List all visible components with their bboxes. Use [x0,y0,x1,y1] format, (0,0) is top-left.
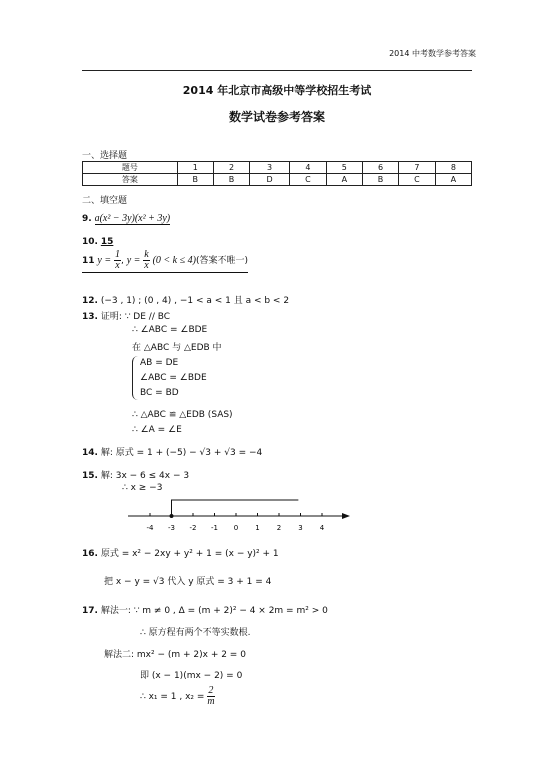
system-line: AB = DE [140,358,179,368]
condition: (0 < k ≤ 4) [152,255,196,266]
tick-label: -1 [211,524,218,532]
system-line: ∠ABC = ∠BDE [140,373,207,383]
solution-line: 解法二: mx² − (m + 2)x + 2 = 0 [104,650,246,660]
fraction-denominator: x [115,260,120,271]
solution-line: ∴ x ≥ −3 [122,483,163,493]
solution-line: 原式 = x² − 2xy + y² + 1 = (x − y)² + 1 [100,549,279,559]
solution-line: 解法一: ∵ m ≠ 0 , Δ = (m + 2)² − 4 × 2m = m² > 0 [100,606,328,616]
question-12 [82,293,289,306]
table-cell: B [177,174,213,186]
table-cell: 5 [326,162,362,174]
exam-title: 2014 年北京市高级中等学校招生考试 [182,84,372,97]
solution-line: 解: 3x − 6 ≤ 4x − 3 [100,471,190,481]
number-line [120,492,360,534]
question-number: 15. [82,471,98,481]
question-number: 12. [82,296,98,306]
function-label: y = [97,255,112,266]
fraction-numerator: 2 [208,685,214,696]
fraction-denominator: x [144,260,149,271]
roots-text: ∴ x₁ = 1 , x₂ = [140,692,205,702]
tick-label: 1 [255,524,260,532]
table-cell: D [250,174,290,186]
proof-line: ∴ ∠A = ∠E [132,425,182,435]
solution-line [140,686,215,707]
page-header: 2014 中考数学参考答案 [389,49,476,58]
solution-line: ∴ 原方程有两个不等实数根. [140,628,251,638]
tick-label: 2 [276,524,282,532]
question-number: 16. [82,549,98,559]
table-row-answers [83,174,472,186]
fraction [207,686,214,707]
answer-expression: a(x² − 3y)(x² + 3y) [94,213,171,224]
table-cell: A [435,174,471,186]
row-label: 答案 [83,174,178,186]
answer-table [82,161,472,186]
proof-line: ∴ △ABC ≌ △EDB (SAS) [132,410,233,420]
tick-label: 3 [298,524,303,532]
question-15 [82,468,189,481]
fraction-numerator: 1 [114,249,120,260]
section-fill: 二、填空题 [82,196,128,206]
proof-line: ∴ ∠ABC = ∠BDE [132,325,208,335]
question-16 [82,546,279,559]
answer-text: 解: 原式 = 1 + (−5) − √3 + √3 = −4 [100,448,263,458]
section-choice: 一、选择题 [82,151,128,161]
table-cell: C [290,174,327,186]
system-brace [132,356,139,400]
answer-text: (−3 , 1) ; (0 , 4) , −1 < a < 1 且 a < b < 2 [100,296,290,306]
table-cell: 1 [177,162,213,174]
table-row-numbers [83,162,472,174]
tick-label: -4 [146,524,154,532]
proof-line: 在 △ABC 与 △EDB 中 [132,343,222,353]
table-cell: 4 [290,162,327,174]
question-10 [82,237,113,247]
question-14 [82,445,262,458]
tick-label: 4 [319,524,325,532]
question-number: 17. [82,606,98,616]
question-9 [82,213,170,224]
proof-line: 证明: ∵ DE // BC [100,312,171,322]
header-rule [82,70,472,71]
table-cell: 6 [362,162,398,174]
table-cell: 2 [213,162,249,174]
fraction-denominator: m [207,696,215,707]
table-cell: C [399,174,436,186]
answer-value: 15 [100,237,114,247]
table-cell: A [326,174,362,186]
question-17 [82,603,328,616]
fraction [114,250,121,271]
question-number: 13. [82,312,98,322]
arrow-icon [342,513,350,519]
function-label: y = [126,255,141,266]
question-13 [82,309,170,322]
solution-line: 即 (x − 1)(mx − 2) = 0 [140,671,243,681]
question-number: 9. [82,214,92,224]
separator: , [120,256,127,266]
tick-label: -3 [168,524,175,532]
solution-line: 把 x − y = √3 代入 y 原式 = 3 + 1 = 4 [104,577,272,587]
exam-subtitle: 数学试卷参考答案 [228,110,325,124]
closed-endpoint [170,514,174,518]
fraction [143,250,149,271]
fraction-numerator: k [144,249,149,260]
table-cell: B [213,174,249,186]
note: (答案不唯一) [195,256,248,266]
system-line: BC = BD [140,388,179,398]
question-number: 10. [82,237,98,247]
question-number: 14. [82,448,98,458]
row-label: 题号 [83,162,178,174]
tick-label: -2 [189,524,197,532]
question-11 [82,250,248,273]
table-cell: 3 [250,162,290,174]
question-number: 11 [82,256,95,266]
table-cell: 7 [399,162,436,174]
tick-label: 0 [233,524,239,532]
table-cell: 8 [435,162,471,174]
table-cell: B [362,174,398,186]
